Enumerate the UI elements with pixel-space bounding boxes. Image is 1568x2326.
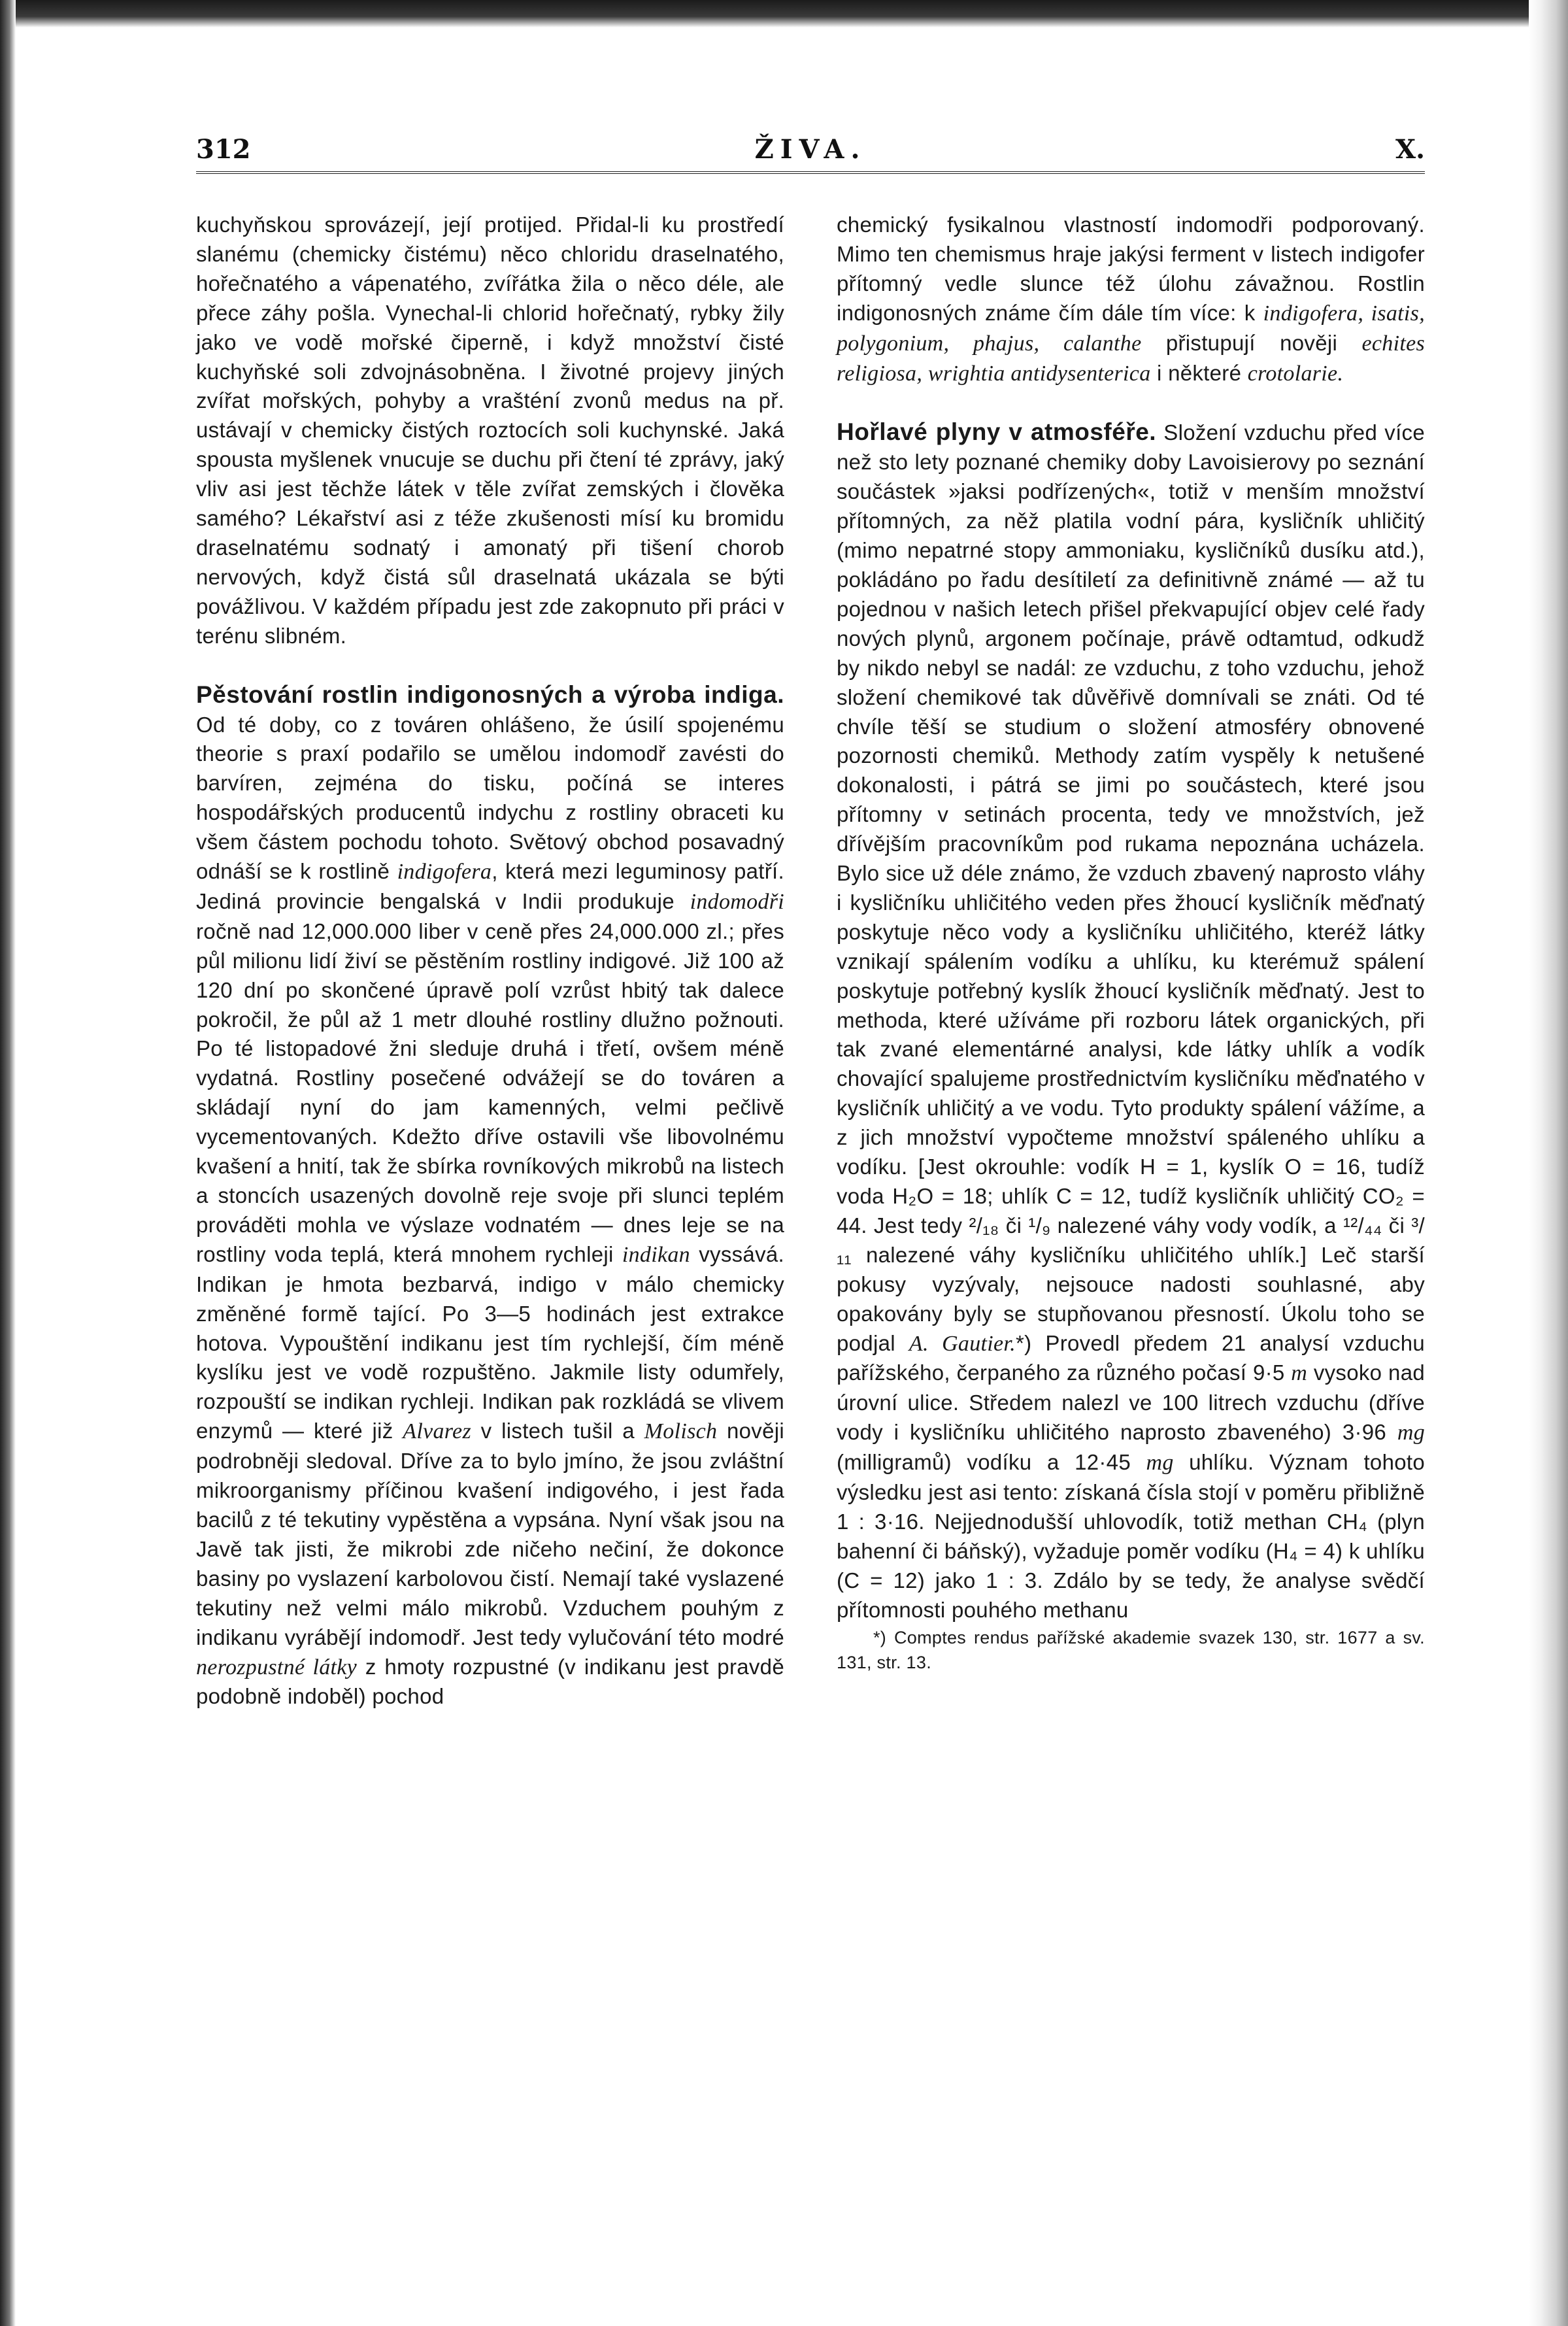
italic-term: indikan <box>622 1242 690 1267</box>
header-rule <box>196 171 1425 174</box>
body-text: vysoko nad úrovní ulice. Středem nalezl ve 100 litrech vzduchu (dříve vody i kysličníku uhličitého naprosto zbaveného) 3·96 <box>837 1360 1425 1445</box>
section-heading-gases: Hořlavé plyny v atmosféře. <box>837 418 1157 446</box>
italic-name: Alvarez <box>403 1419 471 1444</box>
running-header <box>196 124 1425 170</box>
body-text: Od té doby, co z továren ohlášeno, že úsilí spojenému theorie s praxí podařilo se umělou indomodř zavésti do barvíren, zejména do tisku, počíná se interes hospodářských producentů indychu z rostliny obraceti ku všem částem pochodu tohoto. Světový obchod posavadný odnáší se k rostlině <box>196 712 784 884</box>
body-text: (milligramů) vodíku a 12·45 <box>837 1450 1146 1475</box>
scan-border-left <box>0 0 16 2326</box>
body-text: uhlíku. Význam tohoto výsledku jest asi tento: získaná čísla stojí v poměru přibližně 1 : 3·16. Nejjednodušší uhlovodík, totiž methan CH₄ (plyn bahenní či báňský), vyžaduje poměr vodíku (H₄ = 4) k uhlíku (C = 12) jako 1 : 3. Zdálo by se tedy, že analyse svědčí přítomnosti pouhého methanu <box>837 1450 1425 1622</box>
italic-term: nerozpustné látky <box>196 1655 358 1679</box>
italic-name: A. Gautier. <box>909 1331 1016 1356</box>
body-text: , která mezi leguminosy patří. Jediná provincie bengalská v Indii produkuje <box>196 859 784 913</box>
italic-unit: m <box>1291 1361 1308 1386</box>
body-text: *) Provedl předem 21 analysí vzduchu pařížského, čerpaného za různého počasí 9·5 <box>837 1330 1426 1385</box>
italic-term: indigofera <box>397 860 492 885</box>
footnote: *) Comptes rendus pařížské akademie svazek 130, str. 1677 a sv. 131, str. 13. <box>837 1627 1425 1672</box>
volume-number: X. <box>1395 134 1425 165</box>
journal-title: ŽIVA. <box>754 134 867 165</box>
italic-unit: mg <box>1397 1421 1425 1445</box>
body-text: z hmoty rozpustné (v indikanu jest pravdě podobně indoběl) pochod <box>196 1654 784 1709</box>
italic-unit: mg <box>1146 1451 1174 1475</box>
body-text: ročně nad 12,000.000 liber v ceně přes 24,000.000 zl.; přes půl milionu lidí živí se pěstěním rostliny indigové. Již 100 až 120 dní po skončené úpravě polí vzrůst hbitý tak dalece pokročil, že půl až 1 metr dlouhé rostliny dlužno požnouti. Po té listopadové žni sleduje druhá i třetí, ovšem méně vydatná. Rostliny posečené odvážejí se do továren a skládají nyní do jam kamenných, velmi pečlivě vycementovaných. Kdežto dříve ostavili vše libovolnému kvašení a hnití, tak že sbírka rovníkových mikrobů na listech a stoncích usazených dovolně reje svoje při slunci teplém prováděti mohla ve výslaze vodnatém — dnes leje se na rostliny voda teplá, která mnohem rychleji <box>196 919 784 1266</box>
body-text: chemický fysikalnou vlastností indomodři podporovaný. Mimo ten chemismus hraje jakýsi ferment v listech indigofer přítomný vedle slunce též úlohu závažnou. Rostlin indigonosných známe čím dále tím více: k <box>837 212 1425 325</box>
section-gap <box>837 388 1425 418</box>
body-text: vyssává. Indikan je hmota bezbarvá, indigo v málo chemicky změněné formě tající. Po 3—5 hodinách jest extrakce hotova. Vypouštění indikanu jest tím rychlejší, čím méně kyslíku jest ve vodě rozpuštěno. Jakmile listy odumřely, rozpouští se indikan rychleji. Indikan pak rozkládá se vlivem enzymů — které již <box>196 1241 784 1443</box>
scan-border-top <box>0 0 1568 27</box>
paragraph-continued: kuchyňskou sprovázejí, její protijed. Přidal-li ku prostředí slanému (chemicky čistému) něco chloridu draselnatého, hořečnatého a vápenatého, zvířátka žila o něco déle, ale přece záhy pošla. Vynechal-li chlorid hořečnatý, rybky žily jako ve vodě mořské čiperně, i když množství čisté kuchyňské soli zdvojnásobněna. I životné projevy jiných zvířat mořských, pohyby a vrašténí zvonů medus na př. ustávají v chemicky čistých roztocích soli kuchynské. Jaká spousta myšlenek vnucuje se duchu při čtení té zprávy, jaký vliv asi jest těchže látek v těle zvířat zemských i člověka samého? Lékařství asi z téže zkušenosti mísí ku bromidu draselnatému sodnatý i amonatý při tišení chorob nervových, když čistá sůl draselnatá ukázala se býti povážlivou. V každém případu jest zde zakopnuto při práci v terénu slibném. <box>196 212 784 648</box>
scan-border-right <box>1529 0 1568 2326</box>
page-number: 312 <box>196 134 251 165</box>
body-text: i některé <box>1150 360 1248 385</box>
italic-term: indomodři <box>690 889 784 914</box>
italic-name: Molisch <box>644 1419 718 1444</box>
italic-term: echites religiosa, wrightia antidysenterica <box>837 331 1425 386</box>
body-text: nověji podrobněji sledoval. Dříve za to bylo jmíno, že jsou zvláštní mikroorganismy příčinou kvašení indigového, i jest řada bacilů z té tekutiny vypěstěna a vypsána. Nyní však jsou na Javě tak jisti, že mikrobi zde ničeho nečiní, že dokonce basiny po vyslazení karbolovou čistí. Nemají také vyslazené tekutiny než velmi málo mikrobů. Vzduchem pouhým z indikanu vyrábějí indomodř. Jest tedy vylučování této modré <box>196 1419 784 1649</box>
body-text: přistupují nověji <box>1141 330 1362 355</box>
body-text: v listech tušil a <box>471 1419 644 1443</box>
right-column <box>837 211 1425 1711</box>
body-text: Složení vzduchu před více než sto lety poznané chemiky doby Lavoisierovy po seznání součástek »jaksi podřízených«, totiž v menším množství přítomných, za něž platila vodní pára, kysličník uhličitý (mimo nepatrné stopy ammoniaku, kysličníků dusíku atd.), pokládáno po řadu desítiletí za definitivně známé — až tu pojednou v našich letech přišel překvapující objev celé řady nových plynů, argonem počínaje, právě odtamtud, odkudž by nikdo nebyl se nadál: ze vzduchu, z toho vzduchu, jehož složení chemikové tak důvěřivě domnívali se znáti. Od té chvíle těší se studium o složení atmosféry obnovené pozornosti chemiků. Methody zatím vyspěly k netušené dokonalosti, i pátrá se jimi po součástech, které jsou přítomny v setinách procenta, tedy ve množstvích, jež dřívějším pracovníkům pod rukama nepoznána ucházela. Bylo sice už déle známo, že vzduch zbavený naprosto vláhy i kysličníku uhličitého veden přes žhoucí kysličník měďnatý poskytuje něco vody a kysličníku uhličitého, kteréž látky vznikají spálením vodíku a uhlíku, ku kterémuž spálení poskytuje potřebný kyslík žhoucí kysličník měďnatý. Jest to methoda, které užíváme při rozboru látek organických, při tak zvané elementárné analysi, kde látky uhlík a vodík chovající spalujeme prostřednictvím kysličníku měďnatého v kysličník uhličitý a ve vodu. Tyto produkty spálení vážíme, a z jich množství vypočteme množství spáleného uhlíku a vodíku. [Jest okrouhle: vodík H = 1, kyslík O = 16, tudíž voda H₂O = 18; uhlík C = 12, tudíž kysličník uhličitý CO₂ = 44. Jest tedy ²/₁₈ či ¹/₉ nalezené váhy vody vodík, a ¹²/₄₄ či ³/₁₁ nalezené váhy kysličníku uhličitého uhlík.] Leč starší pokusy vyzývaly, nejsouce nadosti souhlasné, aby opakovány byly se stupňovanou přesností. Úkolu toho se podjal <box>837 420 1426 1355</box>
section-gap <box>196 651 784 681</box>
text-columns <box>196 211 1425 1711</box>
section-heading-indigo: Pěstování rostlin indigonosných a výroba indiga. <box>196 681 784 708</box>
left-column <box>196 211 784 1711</box>
italic-term: crotolarie. <box>1247 361 1344 386</box>
italic-term: indigofera, isatis, polygonium, phajus, calanthe <box>837 301 1425 356</box>
journal-page <box>196 124 1425 1711</box>
paragraph-continued <box>837 211 1425 388</box>
